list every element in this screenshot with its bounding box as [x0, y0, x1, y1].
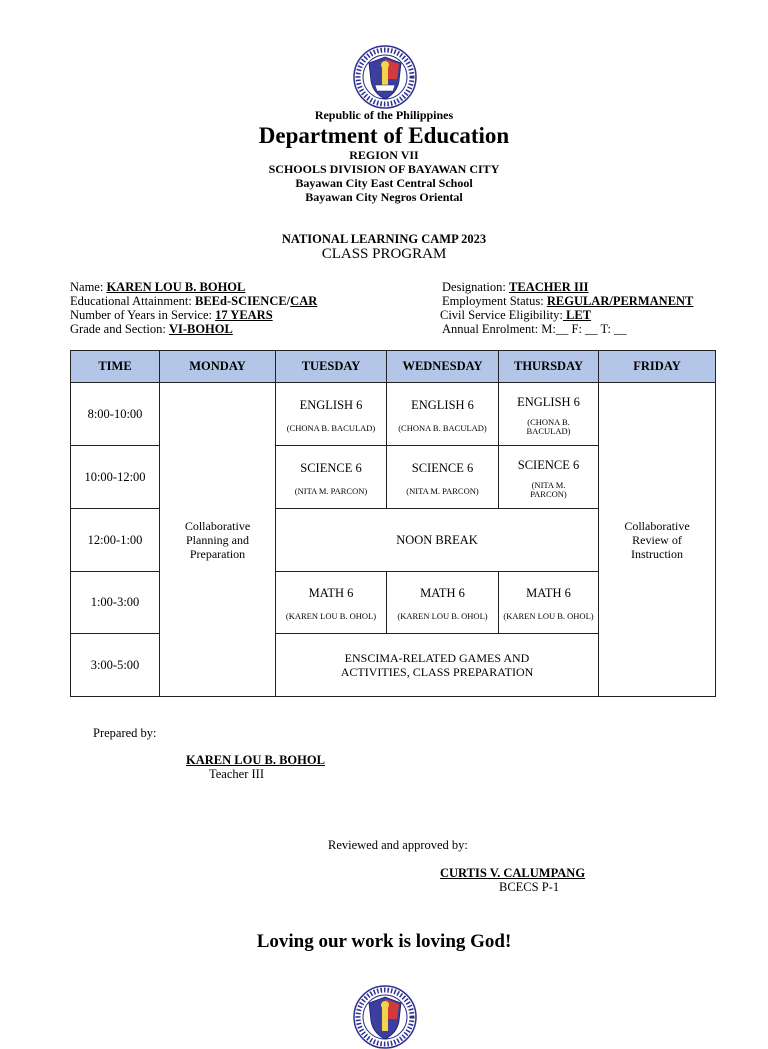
years-label: Number of Years in Service:	[70, 308, 216, 322]
employment-value: REGULAR/PERMANENT	[546, 294, 694, 308]
class-schedule-table	[70, 350, 716, 697]
department-title: Department of Education	[258, 123, 510, 148]
subject-teacher: (CHONA B. BACULAD)	[526, 416, 571, 436]
region-line: REGION VII	[349, 148, 419, 162]
header-tuesday: TUESDAY	[276, 351, 387, 383]
address-line: Bayawan City Negros Oriental	[305, 190, 463, 204]
subject-teacher: (NITA M. PARCON)	[294, 485, 368, 496]
motto: Loving our work is loving God!	[256, 931, 512, 952]
subject-teacher: (CHONA B. BACULAD)	[398, 422, 487, 433]
subject-cell	[387, 446, 499, 509]
name-label: Name:	[70, 280, 107, 294]
education-row	[70, 294, 317, 308]
header-thursday: THURSDAY	[499, 351, 599, 383]
employment-label: Employment Status:	[442, 294, 547, 308]
friday-cell	[599, 383, 716, 697]
reviewed-by-name: CURTIS V. CALUMPANG	[440, 866, 586, 880]
subject-teacher: (KAREN LOU B. OHOL)	[503, 611, 594, 621]
subject-name: ENGLISH 6	[299, 397, 363, 412]
subject-teacher: (NITA M. PARCON)	[530, 479, 567, 499]
subject-name: SCIENCE 6	[300, 460, 362, 475]
years-value: 17 YEARS	[215, 308, 273, 322]
time-cell: 10:00-12:00	[71, 446, 160, 509]
designation-row	[442, 280, 589, 294]
school-line: Bayawan City East Central School	[295, 176, 473, 190]
education-value-b: CAR	[290, 294, 318, 308]
activities-text: ENSCIMA-RELATED GAMES AND ACTIVITIES, CLASS PREPARATION	[340, 651, 534, 679]
subject-cell	[387, 572, 499, 634]
table-header-row	[71, 351, 716, 383]
designation-value: TEACHER III	[509, 280, 589, 294]
designation-label: Designation:	[442, 280, 510, 294]
subject-cell	[276, 446, 387, 509]
reviewed-by-position: BCECS P-1	[499, 880, 560, 894]
enrolment-row: Annual Enrolment: M:__ F: __ T: __	[442, 322, 627, 336]
header-wednesday: WEDNESDAY	[387, 351, 499, 383]
eligibility-value: LET	[562, 308, 592, 322]
division-line: SCHOOLS DIVISION OF BAYAWAN CITY	[268, 162, 500, 176]
subject-cell	[387, 383, 499, 446]
subject-cell	[276, 572, 387, 634]
header-friday: FRIDAY	[599, 351, 716, 383]
subject-name: SCIENCE 6	[517, 457, 580, 472]
time-cell: 12:00-1:00	[71, 509, 160, 572]
subject-teacher: (NITA M. PARCON)	[406, 485, 479, 496]
employment-row	[442, 294, 693, 308]
header-monday: MONDAY	[160, 351, 276, 383]
deped-seal-logo	[353, 45, 417, 109]
prepared-by-label: Prepared by:	[93, 726, 157, 740]
noon-break-cell: NOON BREAK	[276, 509, 599, 572]
time-cell: 8:00-10:00	[71, 383, 160, 446]
subject-teacher: (KAREN LOU B. OHOL)	[397, 611, 488, 621]
camp-title: NATIONAL LEARNING CAMP 2023	[281, 232, 487, 246]
monday-activity: Collaborative Planning and Preparation	[184, 518, 251, 561]
grade-row	[70, 322, 233, 336]
subject-cell	[276, 383, 387, 446]
subject-cell	[499, 383, 599, 446]
name-row	[70, 280, 245, 294]
subject-name: MATH 6	[526, 586, 571, 600]
activities-cell	[276, 634, 599, 697]
time-cell: 1:00-3:00	[71, 572, 160, 634]
prepared-by-name: KAREN LOU B. BOHOL	[186, 753, 325, 767]
deped-seal-logo-bottom	[353, 985, 417, 1049]
eligibility-label: Civil Service Eligibility:	[440, 308, 563, 322]
subject-teacher: (CHONA B. BACULAD)	[286, 422, 376, 433]
education-label: Educational Attainment:	[70, 294, 195, 308]
republic-line: Republic of the Philippines	[314, 108, 454, 122]
subject-teacher: (KAREN LOU B. OHOL)	[285, 611, 377, 621]
years-row	[70, 308, 273, 322]
friday-activity: Collaborative Review of Instruction	[624, 518, 690, 561]
grade-value: VI-BOHOL	[168, 322, 233, 336]
subject-cell	[499, 572, 599, 634]
eligibility-row	[440, 308, 591, 322]
subject-name: ENGLISH 6	[411, 397, 474, 412]
monday-cell	[160, 383, 276, 697]
subject-name: MATH 6	[420, 586, 465, 600]
reviewed-by-label: Reviewed and approved by:	[328, 838, 468, 852]
program-title: CLASS PROGRAM	[321, 246, 447, 262]
subject-name: ENGLISH 6	[517, 394, 580, 409]
subject-name: SCIENCE 6	[411, 460, 474, 475]
education-value-a: BEEd-SCIENCE/	[194, 294, 291, 308]
name-value: KAREN LOU B. BOHOL	[106, 280, 246, 294]
subject-cell	[499, 446, 599, 509]
subject-name: MATH 6	[308, 586, 354, 600]
prepared-by-position: Teacher III	[209, 767, 264, 781]
header-time: TIME	[71, 351, 160, 383]
time-cell: 3:00-5:00	[71, 634, 160, 697]
grade-label: Grade and Section:	[70, 322, 169, 336]
table-row	[71, 383, 716, 446]
